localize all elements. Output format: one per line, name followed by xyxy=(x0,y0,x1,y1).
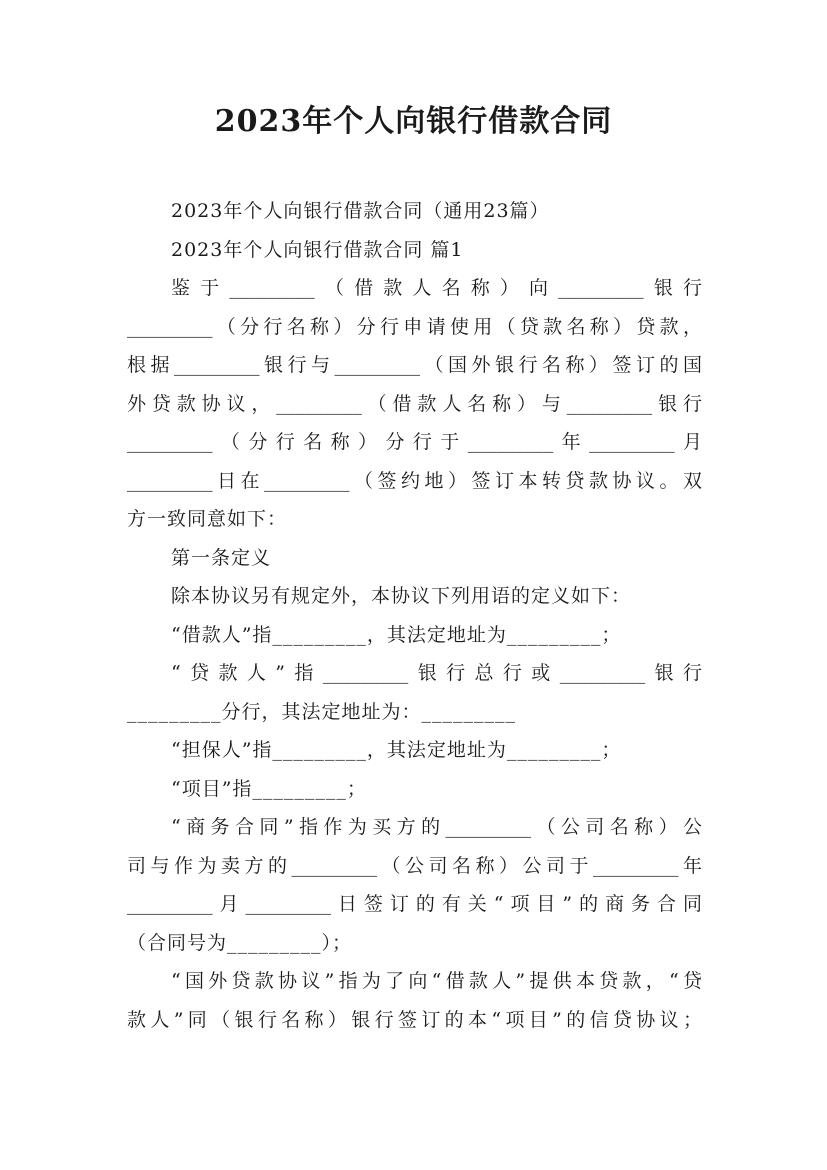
text-line: _________月_________日签订的有关“项目”的商务合同 xyxy=(127,893,702,915)
text-line: 根据_________银行与_________（国外银行名称）签订的国 xyxy=(127,354,702,376)
text-line: “借款人”指_________，其法定地址为_________； xyxy=(171,623,622,646)
text-line: 2023年个人向银行借款合同 篇1 xyxy=(171,238,464,261)
text-line: _________分行，其法定地址为：_________ xyxy=(127,700,517,723)
text-line: 款人”同（银行名称）银行签订的本“项目”的信贷协议； xyxy=(127,1008,702,1031)
document-title: 2023年个人向银行借款合同 xyxy=(214,104,613,139)
document-body xyxy=(127,192,702,1039)
section-heading: 第一条定义 xyxy=(171,546,272,569)
text-line: 司与作为卖方的_________（公司名称）公司于_________年 xyxy=(127,854,702,877)
text-line: 2023年个人向银行借款合同（通用23篇） xyxy=(171,200,550,222)
text-line: _________（分行名称）分行于_________年_________月 xyxy=(127,431,702,453)
text-line: 外贷款协议，_________（借款人名称）与_________银行 xyxy=(127,392,702,415)
text-line: “商务合同”指作为买方的_________（公司名称）公 xyxy=(171,816,702,838)
text-line: _________日在_________（签约地）签订本转贷款协议。双 xyxy=(127,469,702,492)
text-line: 方一致同意如下： xyxy=(127,508,288,530)
text-line: “担保人”指_________，其法定地址为_________； xyxy=(171,739,622,761)
text-line: 鉴于_________（借款人名称）向_________银行 xyxy=(171,277,702,299)
text-line: “项目”指_________； xyxy=(171,777,367,800)
text-line: 除本协议另有规定外，本协议下列用语的定义如下： xyxy=(171,585,632,607)
text-line: “贷款人”指_________银行总行或_________银行 xyxy=(171,662,702,684)
text-line: （合同号为_________）； xyxy=(127,931,353,954)
text-line: “国外贷款协议”指为了向“借款人”提供本贷款，“贷 xyxy=(171,970,702,992)
text-line: _________（分行名称）分行申请使用（贷款名称）贷款， xyxy=(127,315,702,338)
